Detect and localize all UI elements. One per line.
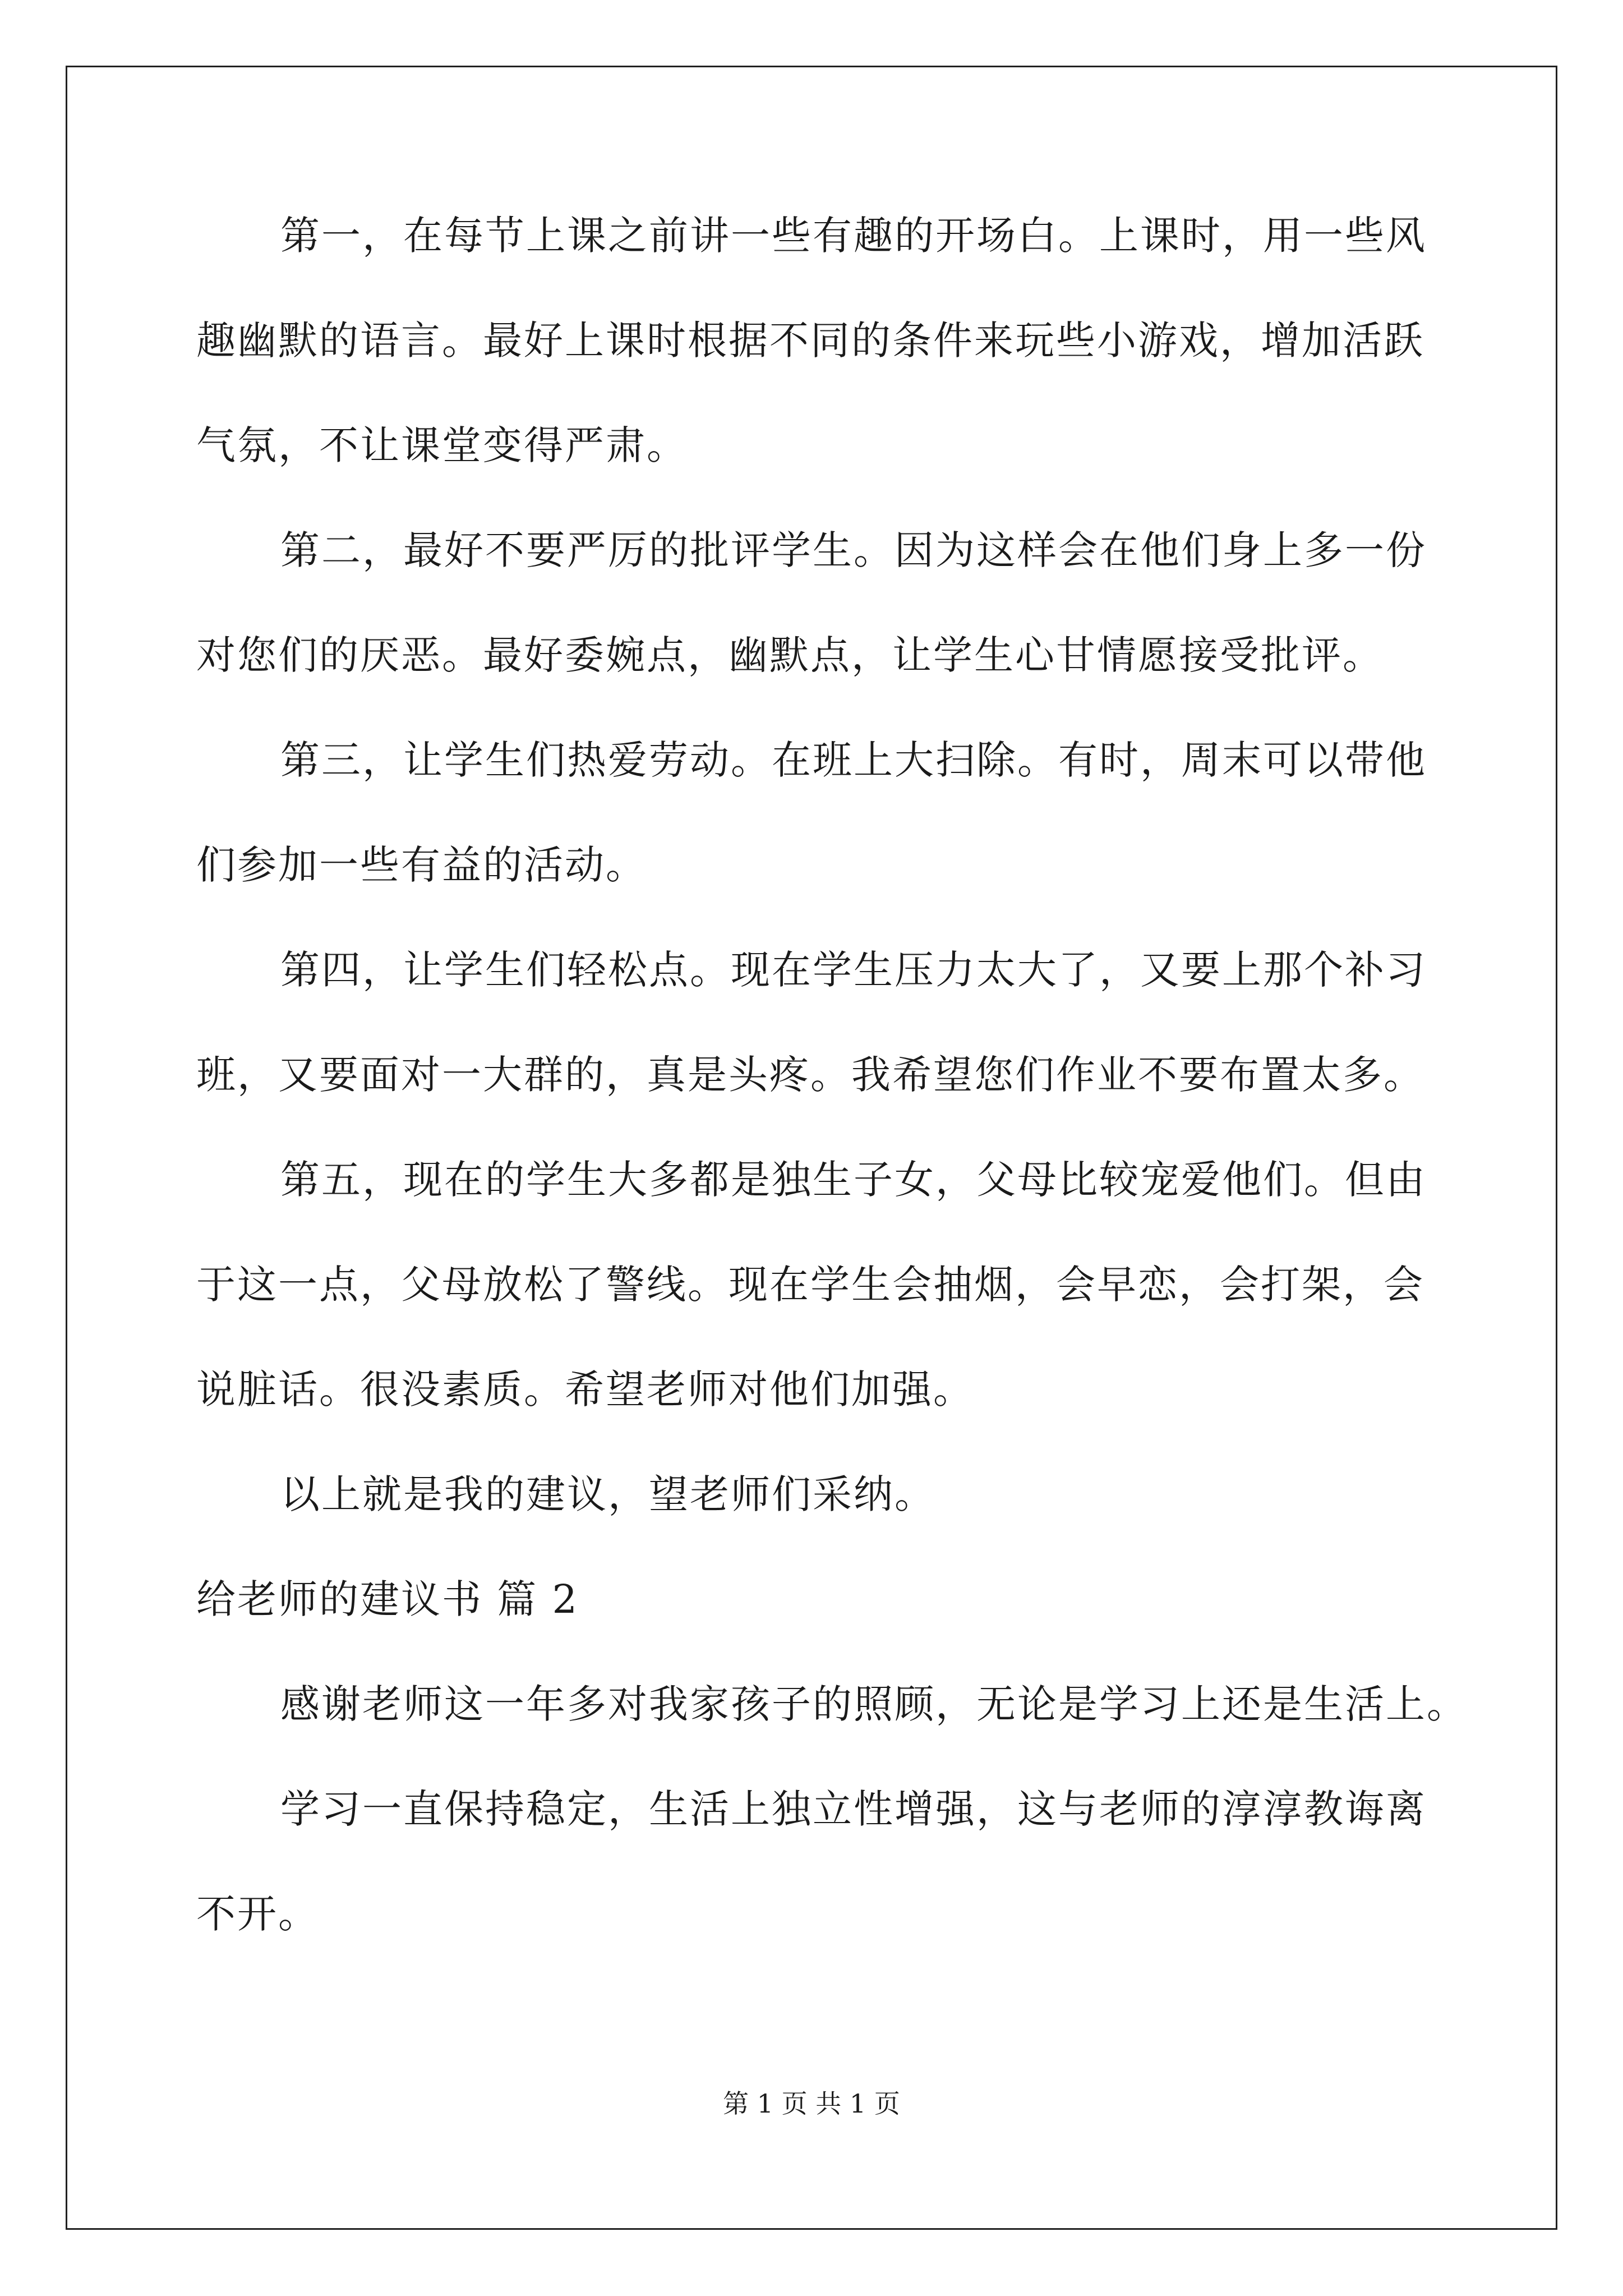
- text-line: 们参加一些有益的活动。: [196, 842, 647, 888]
- paragraph-6: [196, 1468, 1433, 1521]
- text-line: 对您们的厌恶。最好委婉点，幽默点，让学生心甘情愿接受批评。: [196, 632, 1384, 678]
- paragraph-2: [196, 524, 1433, 682]
- text-line: 第五，现在的学生大多都是独生子女，父母比较宠爱他们。但由: [280, 1157, 1427, 1203]
- paragraph-5: [196, 1153, 1433, 1416]
- section-heading: 给老师的建议书 篇 2: [196, 1576, 579, 1622]
- section2-paragraph-1: [196, 1678, 1468, 1731]
- paragraph-1: [196, 209, 1433, 472]
- text-line: 班，又要面对一大群的，真是头疼。我希望您们作业不要布置太多。: [196, 1052, 1424, 1098]
- text-line: 感谢老师这一年多对我家孩子的照顾，无论是学习上还是生活上。: [280, 1681, 1468, 1727]
- text-line: 第二，最好不要严厉的批评学生。因为这样会在他们身上多一份: [280, 527, 1427, 573]
- text-line: 气氛，不让课堂变得严肃。: [196, 422, 688, 468]
- text-line: 第一，在每节上课之前讲一些有趣的开场白。上课时，用一些风: [280, 213, 1427, 259]
- paragraph-4: [196, 944, 1433, 1101]
- page-footer: 第 1 页 共 1 页: [723, 2088, 900, 2119]
- document-body: [196, 209, 1468, 1993]
- text-line: 第三，让学生们热爱劳动。在班上大扫除。有时，周末可以带他: [280, 737, 1427, 783]
- text-line: 趣幽默的语言。最好上课时根据不同的条件来玩些小游戏，增加活跃: [196, 318, 1424, 364]
- text-line: 不开。: [196, 1891, 319, 1937]
- text-line: 以上就是我的建议，望老师们采纳。: [280, 1471, 935, 1517]
- text-line: 说脏话。很没素质。希望老师对他们加强。: [196, 1366, 974, 1412]
- text-line: 于这一点，父母放松了警线。现在学生会抽烟，会早恋，会打架，会: [196, 1262, 1424, 1308]
- paragraph-3: [196, 734, 1433, 891]
- text-line: 学习一直保持稳定，生活上独立性增强，这与老师的淳淳教诲离: [280, 1786, 1427, 1832]
- text-line: 第四，让学生们轻松点。现在学生压力太大了，又要上那个补习: [280, 947, 1427, 993]
- section2-paragraph-2: [196, 1783, 1433, 1940]
